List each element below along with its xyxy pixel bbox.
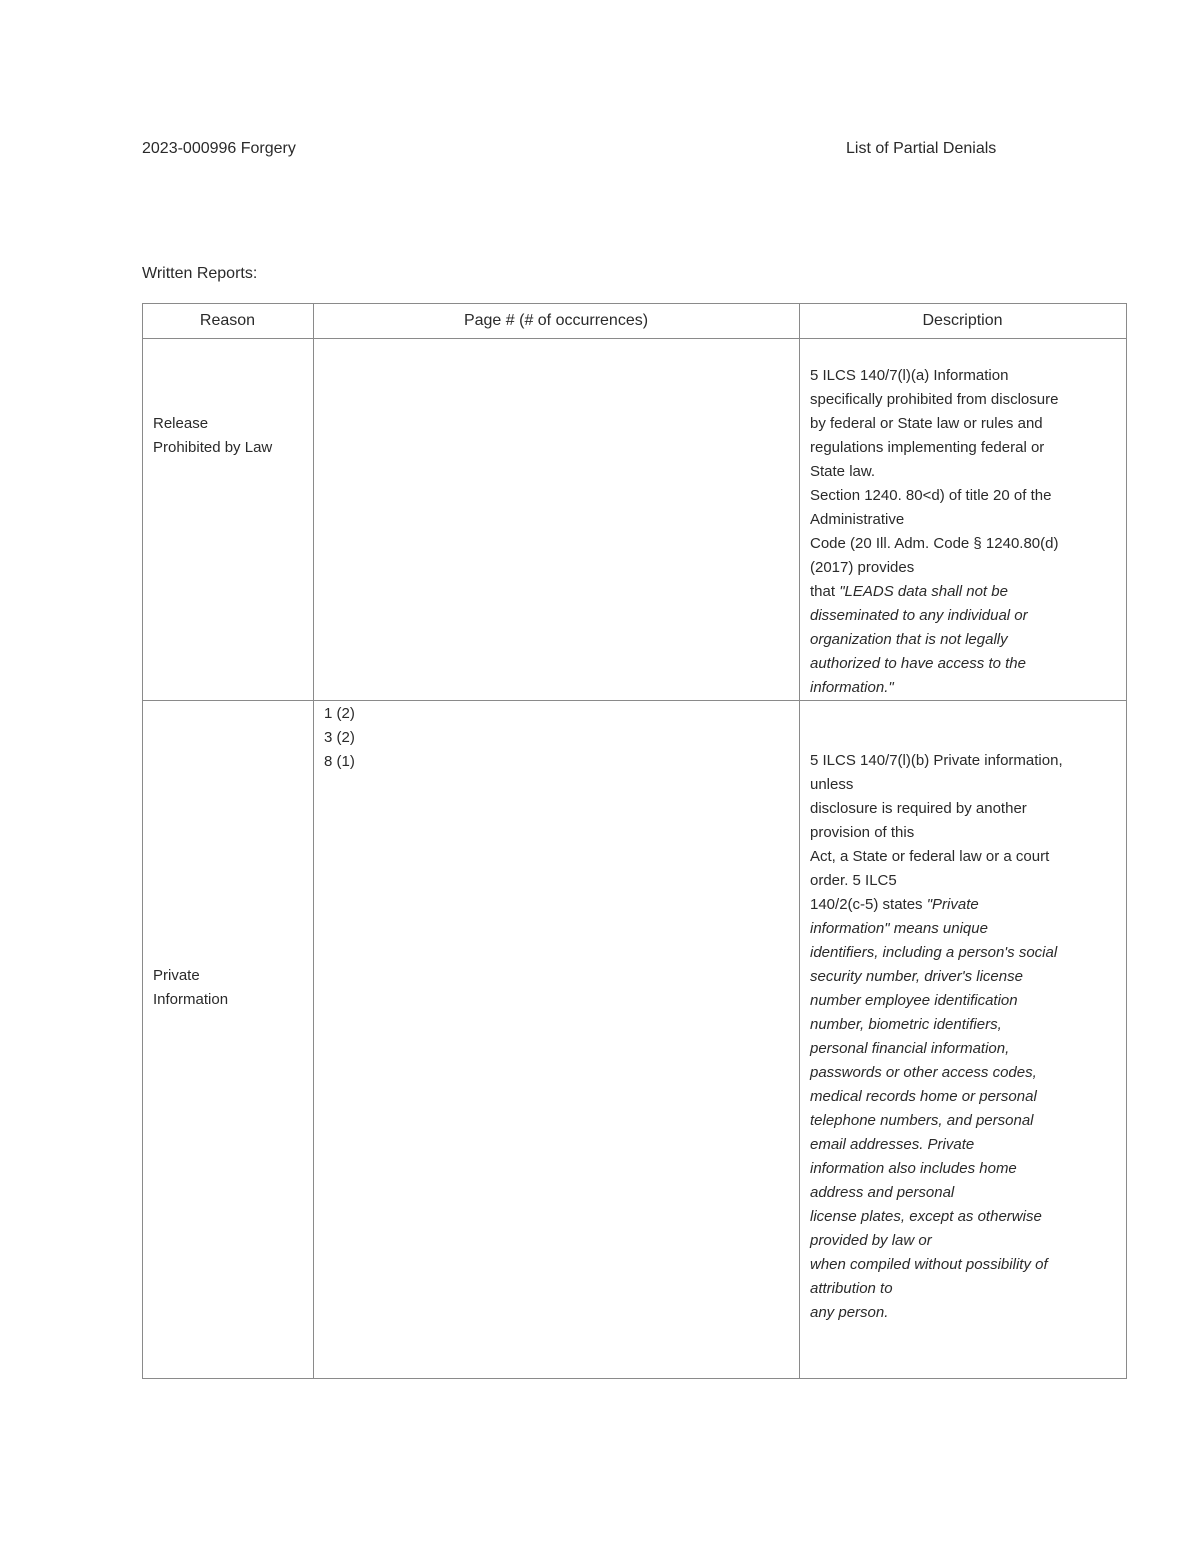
description-line	[810, 989, 1018, 1013]
description-line	[810, 676, 894, 700]
table-border	[142, 338, 1126, 339]
description-text: address and personal	[810, 1184, 955, 1201]
description-line	[810, 388, 1058, 412]
section-label: Written Reports:	[142, 265, 258, 282]
reason-text: Private	[153, 967, 200, 984]
column-header-reason: Reason	[199, 312, 256, 329]
reason-text: Information	[153, 991, 229, 1008]
description-line	[810, 604, 1028, 628]
column-header-pages: Page # (# of occurrences)	[463, 312, 649, 329]
description-line	[810, 412, 1043, 436]
description-line	[810, 1253, 1048, 1277]
description-text: 5 ILCS 140/7(l)(b) Private information,	[810, 752, 1063, 769]
description-text: disclosure is required by another	[810, 800, 1027, 817]
description-text: disseminated to any individual or	[810, 607, 1028, 624]
description-line	[810, 1133, 974, 1157]
page-occurrence: 8 (1)	[324, 753, 355, 770]
description-line	[810, 773, 853, 797]
description-text: organization that is not legally	[810, 631, 1008, 648]
description-line	[810, 364, 1008, 388]
description-line	[810, 893, 979, 917]
description-line	[810, 1061, 1037, 1085]
description-line	[810, 1181, 954, 1205]
description-text: Administrative	[810, 511, 905, 528]
description-text: State law.	[810, 463, 876, 480]
description-text: telephone numbers, and personal	[810, 1112, 1034, 1129]
description-text: information" means unique	[810, 920, 988, 937]
description-line	[810, 556, 914, 580]
description-line	[810, 652, 1026, 676]
table-border	[142, 303, 143, 1379]
description-line	[810, 460, 875, 484]
description-text: provided by law or	[810, 1232, 932, 1249]
description-line	[810, 436, 1044, 460]
table-border	[1126, 303, 1127, 1379]
description-text: email addresses. Private	[810, 1136, 975, 1153]
description-text: number, biometric identifiers,	[810, 1016, 1002, 1033]
table-border	[799, 303, 800, 1379]
description-text: medical records home or personal	[810, 1088, 1037, 1105]
column-header-description: Description	[922, 312, 1003, 329]
description-line	[810, 532, 1058, 556]
description-text: Code (20 Ill. Adm. Code § 1240.80(d)	[810, 535, 1059, 552]
description-text: information."	[810, 679, 894, 696]
description-text: order. 5 ILC5	[810, 872, 897, 889]
description-line	[810, 1229, 932, 1253]
description-text: security number, driver's license	[810, 968, 1023, 985]
description-line	[810, 1037, 1009, 1061]
description-line	[810, 845, 1049, 869]
description-text: 5 ILCS 140/7(l)(a) Information	[810, 367, 1009, 384]
description-text: attribution to	[810, 1280, 893, 1297]
description-line	[810, 580, 1008, 604]
description-line	[810, 749, 1063, 773]
document-title: List of Partial Denials	[846, 140, 997, 157]
description-line	[810, 1013, 1002, 1037]
description-line	[810, 1085, 1037, 1109]
description-text: specifically prohibited from disclosure	[810, 391, 1059, 408]
description-text: information also includes home	[810, 1160, 1017, 1177]
description-text: 140/2(c-5) states	[810, 896, 927, 913]
reason-text: Release	[153, 415, 209, 432]
description-line	[810, 917, 988, 941]
description-text: regulations implementing federal or	[810, 439, 1045, 456]
description-text: unless	[810, 776, 854, 793]
description-line	[810, 484, 1051, 508]
description-text: provision of this	[810, 824, 915, 841]
description-line	[810, 1205, 1042, 1229]
description-line	[810, 965, 1023, 989]
description-text: by federal or State law or rules and	[810, 415, 1043, 432]
description-line	[810, 1157, 1017, 1181]
description-line	[810, 1109, 1034, 1133]
description-line	[810, 821, 914, 845]
description-text: Act, a State or federal law or a court	[810, 848, 1050, 865]
description-text: identifiers, including a person's social	[810, 944, 1058, 961]
reason-text: Prohibited by Law	[153, 439, 273, 456]
description-text: "Private	[926, 896, 979, 913]
description-text: personal financial information,	[810, 1040, 1010, 1057]
description-text: license plates, except as otherwise	[810, 1208, 1042, 1225]
description-text: number employee identification	[810, 992, 1018, 1009]
table-border	[142, 700, 1126, 701]
description-line	[810, 1277, 893, 1301]
table-border	[313, 303, 314, 1379]
table-border	[142, 1378, 1126, 1379]
case-title: 2023-000996 Forgery	[142, 140, 296, 157]
description-text: authorized to have access to the	[810, 655, 1026, 672]
description-line	[810, 797, 1027, 821]
description-line	[810, 941, 1057, 965]
description-text: Section 1240. 80<d) of title 20 of the	[810, 487, 1052, 504]
description-line	[810, 508, 904, 532]
description-line	[810, 869, 897, 893]
description-text: any person.	[810, 1304, 889, 1321]
page-occurrence: 1 (2)	[324, 705, 355, 722]
page-occurrence: 3 (2)	[324, 729, 355, 746]
description-text: when compiled without possibility of	[810, 1256, 1048, 1273]
description-line	[810, 628, 1008, 652]
description-text: that	[810, 583, 840, 600]
description-text: passwords or other access codes,	[810, 1064, 1037, 1081]
description-text: (2017) provides	[810, 559, 915, 576]
description-text: "LEADS data shall not be	[839, 583, 1008, 600]
description-line	[810, 1301, 888, 1325]
